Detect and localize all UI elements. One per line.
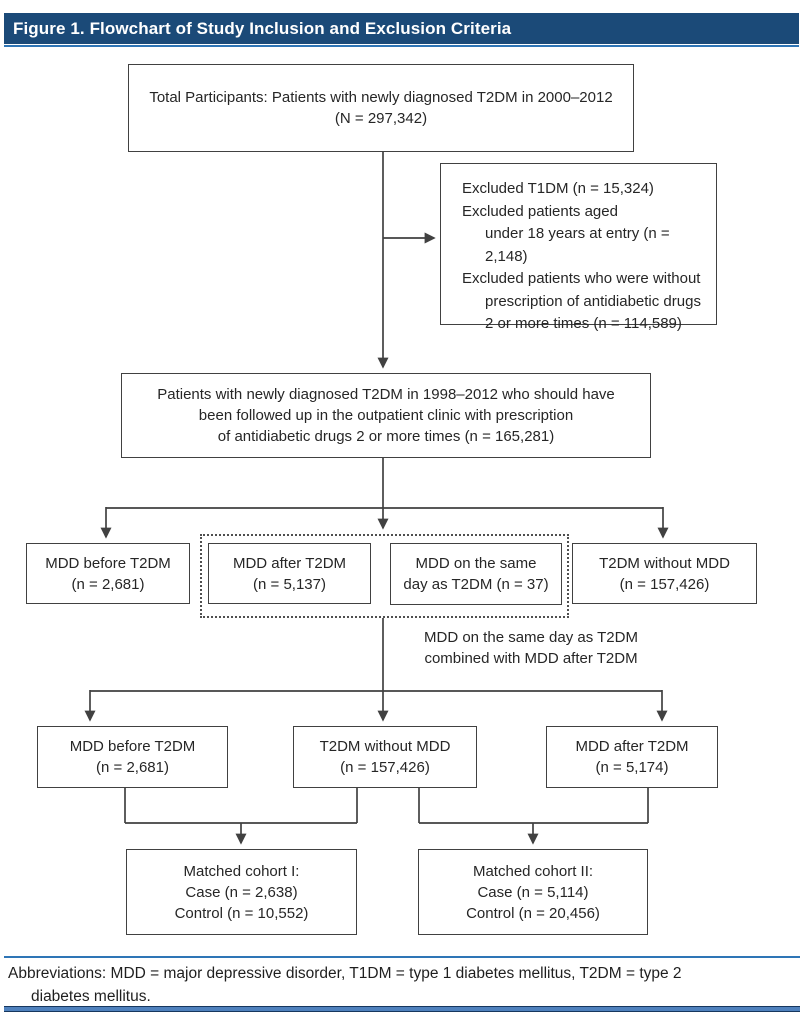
box-text-line: Patients with newly diagnosed T2DM in 1998–2012 who should have	[157, 386, 615, 403]
label-text-line: combined with MDD after T2DM	[424, 650, 638, 667]
box-text-line: of antidiabetic drugs 2 or more times (n = 165,281)	[217, 428, 555, 445]
box-text-line: Matched cohort I:	[183, 862, 300, 880]
abbreviations-line-2: diabetes mellitus.	[31, 988, 151, 1005]
box-text-line: Case (n = 2,638)	[185, 883, 298, 901]
box-followup-cohort	[121, 373, 651, 458]
box-text-line: Control (n = 20,456)	[466, 904, 600, 922]
box-text-line: been followed up in the outpatient clinic with prescription	[198, 407, 574, 424]
footer-top-rule	[4, 956, 800, 958]
box-text-line: day as T2DM (n = 37)	[403, 576, 549, 593]
box-text-line: Excluded T1DM (n = 15,324)	[462, 180, 654, 197]
box-text-line: prescription of antidiabetic drugs	[485, 292, 701, 310]
title-underline	[4, 45, 799, 47]
box-text-line: (n = 5,174)	[595, 759, 669, 776]
box-text-line: (n = 157,426)	[619, 575, 710, 593]
figure-title: Figure 1. Flowchart of Study Inclusion and Exclusion Criteria	[13, 18, 512, 38]
box-text-line: Excluded patients aged	[462, 202, 618, 220]
box-exclusion-criteria	[440, 163, 717, 332]
box-text-line: under 18 years at entry (n = 2,148)	[485, 225, 670, 265]
box-total-participants	[128, 64, 634, 152]
box-text-line: (N = 297,342)	[334, 110, 428, 127]
figure-title-bar	[4, 13, 799, 44]
abbreviations-line-1: Abbreviations: MDD = major depressive disorder, T1DM = type 1 diabetes mellitus, T2DM = type 2	[8, 965, 682, 982]
box-mdd-after-t2dm-row2	[546, 726, 718, 788]
box-text-line: MDD after T2DM	[575, 738, 689, 755]
box-text-line: MDD after T2DM	[232, 554, 347, 572]
box-text-line: 2 or more times (n = 114,589)	[485, 315, 682, 332]
box-mdd-after-t2dm-row1	[208, 543, 371, 604]
box-text-line: (n = 2,681)	[71, 575, 145, 593]
box-t2dm-without-mdd-row2	[293, 726, 477, 788]
box-matched-cohort-1	[126, 849, 357, 935]
box-text-line: Matched cohort II:	[472, 862, 594, 880]
box-text-line: Excluded patients who were without	[462, 270, 701, 287]
box-matched-cohort-2	[418, 849, 648, 935]
box-text-line: MDD on the same	[415, 555, 537, 572]
box-text-line: Total Participants: Patients with newly diagnosed T2DM in 2000–2012	[149, 89, 613, 106]
label-text-line: MDD on the same day as T2DM	[424, 629, 638, 646]
box-text-line: (n = 5,137)	[253, 575, 326, 593]
box-text-line: (n = 2,681)	[96, 759, 169, 776]
footer-bottom-band	[4, 1006, 800, 1012]
box-text-line: T2DM without MDD	[319, 738, 451, 755]
label-combined-groups	[400, 627, 662, 671]
box-mdd-before-t2dm-row1	[26, 543, 190, 604]
box-text-line: Case (n = 5,114)	[477, 883, 589, 901]
box-mdd-before-t2dm-row2	[37, 726, 228, 788]
box-text-line: T2DM without MDD	[599, 554, 730, 572]
box-t2dm-without-mdd-row1	[572, 543, 757, 604]
box-text-line: MDD before T2DM	[45, 554, 171, 572]
box-mdd-same-day-as-t2dm	[390, 543, 562, 605]
box-text-line: (n = 157,426)	[340, 759, 430, 776]
box-text-line: MDD before T2DM	[69, 738, 196, 755]
box-text-line: Control (n = 10,552)	[174, 904, 309, 922]
